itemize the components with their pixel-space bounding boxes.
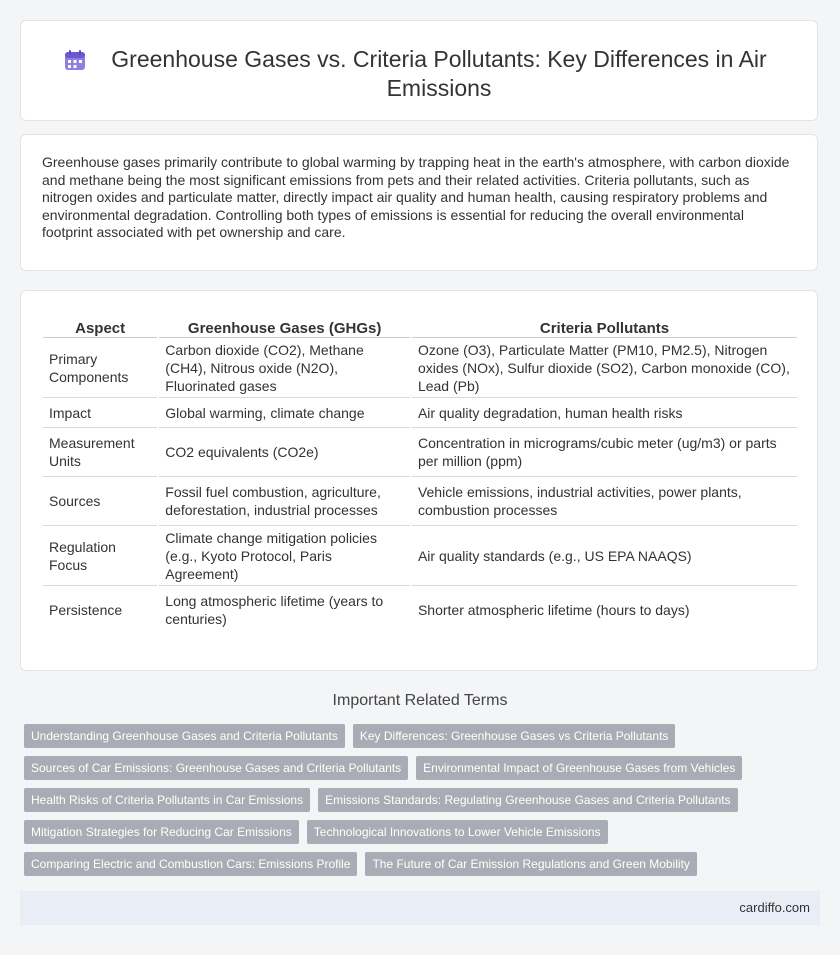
intro-paragraph: Greenhouse gases primarily contribute to global warming by trapping heat in the earth's atmosphere, with carbon dioxide and methane being the most significant emissions from pets and their related activities. Criteria pollutants, such as nitrogen oxides and particulate matter, directly impact air quality and human health, causing respiratory problems and environmental degradation. Controlling both types of emissions is essential for reducing the overall environmental footprint associated with pet ownership and care. <box>42 154 790 240</box>
page-title: Greenhouse Gases vs. Criteria Pollutants: Key Differences in Air Emissions <box>111 46 767 101</box>
related-term-tag[interactable]: Comparing Electric and Combustion Cars: Emissions Profile <box>24 852 357 876</box>
table-row <box>43 338 797 398</box>
table-row <box>43 526 797 586</box>
table-cell: Air quality standards (e.g., US EPA NAAQS) <box>412 526 797 586</box>
footer <box>20 891 820 925</box>
table-cell: Regulation Focus <box>43 526 157 586</box>
table-row <box>43 398 797 428</box>
table-cell: Concentration in micrograms/cubic meter (ug/m3) or parts per million (ppm) <box>412 428 797 477</box>
table-header-ghg: Greenhouse Gases (GHGs) <box>159 315 410 338</box>
table-row <box>43 477 797 526</box>
table-cell: Climate change mitigation policies (e.g., Kyoto Protocol, Paris Agreement) <box>159 526 410 586</box>
related-term-tag[interactable]: The Future of Car Emission Regulations and Green Mobility <box>365 852 696 876</box>
comparison-table <box>41 315 799 634</box>
table-cell: Fossil fuel combustion, agriculture, deforestation, industrial processes <box>159 477 410 526</box>
related-term-tag[interactable]: Emissions Standards: Regulating Greenhouse Gases and Criteria Pollutants <box>318 788 738 812</box>
related-terms-list <box>24 724 824 884</box>
title-card <box>20 20 818 121</box>
table-row <box>43 586 797 634</box>
table-cell: CO2 equivalents (CO2e) <box>159 428 410 477</box>
table-cell: Impact <box>43 398 157 428</box>
table-cell: Long atmospheric lifetime (years to centuries) <box>165 593 384 627</box>
related-terms-heading: Important Related Terms <box>332 692 508 709</box>
related-term-tag[interactable]: Environmental Impact of Greenhouse Gases from Vehicles <box>416 756 742 780</box>
table-cell: Air quality degradation, human health risks <box>412 398 797 428</box>
related-term-tag[interactable]: Technological Innovations to Lower Vehicle Emissions <box>307 820 608 844</box>
table-cell: Primary Components <box>43 338 157 398</box>
table-cell: Global warming, climate change <box>159 398 410 428</box>
table-cell: Vehicle emissions, industrial activities, power plants, combustion processes <box>412 477 797 526</box>
related-term-tag[interactable]: Sources of Car Emissions: Greenhouse Gases and Criteria Pollutants <box>24 756 408 780</box>
intro-card <box>20 134 818 271</box>
related-term-tag[interactable]: Mitigation Strategies for Reducing Car Emissions <box>24 820 299 844</box>
table-header-aspect: Aspect <box>43 315 157 338</box>
table-row <box>43 428 797 477</box>
table-cell: Persistence <box>49 602 123 618</box>
footer-site-link[interactable]: cardiffo.com <box>739 900 810 915</box>
comparison-table-card <box>20 290 818 671</box>
table-cell: Measurement Units <box>43 428 157 477</box>
related-term-tag[interactable]: Understanding Greenhouse Gases and Criteria Pollutants <box>24 724 345 748</box>
table-cell: Carbon dioxide (CO2), Methane (CH4), Nitrous oxide (N2O), Fluorinated gases <box>159 338 410 398</box>
related-term-tag[interactable]: Health Risks of Criteria Pollutants in Car Emissions <box>24 788 310 812</box>
table-cell: Sources <box>43 477 157 526</box>
table-cell: Ozone (O3), Particulate Matter (PM10, PM2.5), Nitrogen oxides (NOx), Sulfur dioxide (SO2), Carbon monoxide (CO), Lead (Pb) <box>412 338 797 398</box>
related-term-tag[interactable]: Key Differences: Greenhouse Gases vs Criteria Pollutants <box>353 724 676 748</box>
table-cell: Shorter atmospheric lifetime (hours to days) <box>417 602 690 618</box>
table-header-criteria: Criteria Pollutants <box>412 315 797 338</box>
